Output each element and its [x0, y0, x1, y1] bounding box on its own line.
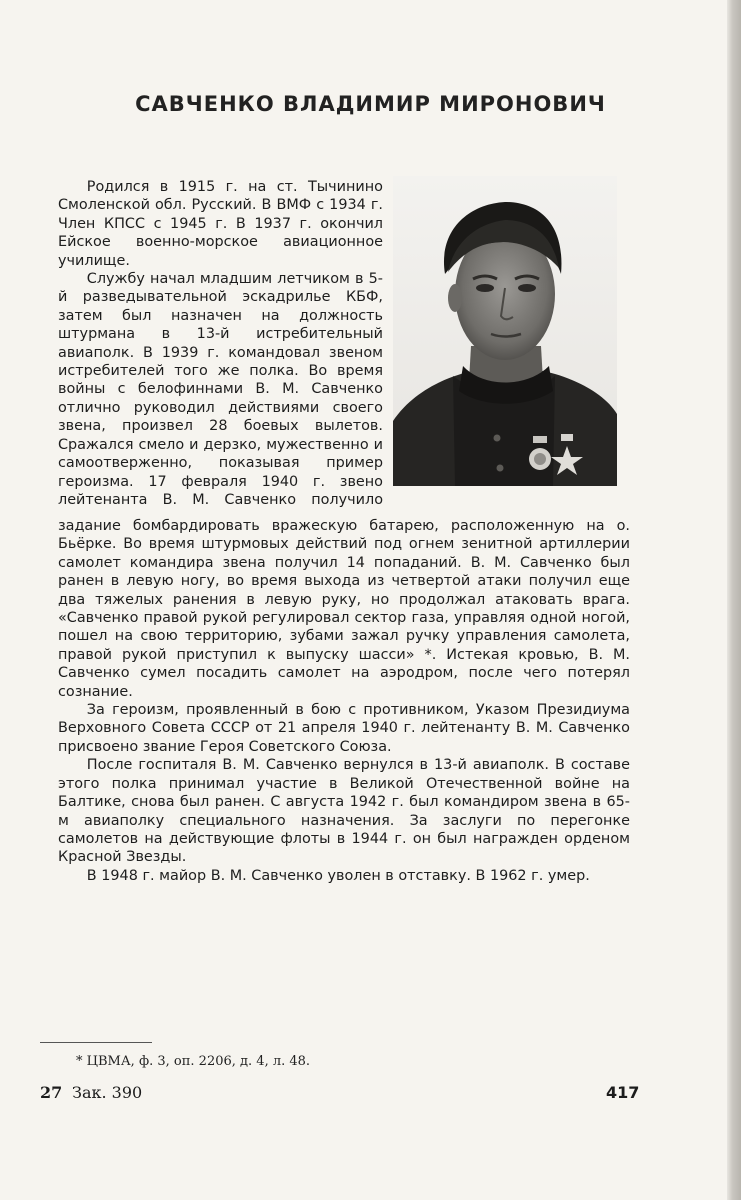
portrait-illustration [393, 176, 617, 486]
paragraph-birth: Родился в 1915 г. на ст. Тычинино Смоленской обл. Русский. В ВМФ с 1934 г. Член КПСС с 1945 г. В 1937 г. окончил Ейское военно-морское авиационное училище. [58, 179, 383, 269]
page-title: САВЧЕНКО ВЛАДИМИР МИРОНОВИЧ [135, 92, 606, 116]
footnote: * ЦВМА, ф. 3, оп. 2206, д. 4, л. 48. [76, 1054, 311, 1069]
biography-wide-column [58, 517, 630, 885]
biography-narrow-column [58, 178, 383, 509]
page-number: 417 [606, 1083, 640, 1102]
paragraph-after-hospital: После госпиталя В. М. Савченко вернулся в 13-й авиаполк. В составе этого полка принимал участие в Великой Отечественной войне на Балтике, снова был ранен. С августа 1942 г. был командиром звена в 65-м авиаполку специального назначения. За заслуги по перегонке самолетов на действующие флоты в 1944 г. он был награжден орденом Красной Звезды. [58, 757, 630, 866]
page-edge-shadow [727, 0, 741, 1200]
paragraph-service-start: Службу начал младшим летчиком в 5-й разведывательной эскадрилье КБФ, затем был назначен на должность штурмана в 13-й истребительный авиаполк. В 1939 г. командовал звеном истребителей того же полка. Во время войны с белофиннами В. М. Савченко отлично руководил действиями своего звена, произвел 28 боевых вылетов. Сражался смело и дерзко, мужественно и самоотверженно, показывая пример героизма. 17 февраля 1940 г. звено лейтенанта В. М. Савченко получило [58, 271, 383, 508]
paragraph-service-continued: задание бомбардировать вражескую батарею, расположенную на о. Бьёрке. Во время штурмовых действий под огнем зенитной артиллерии самолет командира звена получил 14 попаданий. В. М. Савченко был ранен в левую ногу, во время выхода из четвертой атаки получил еще два тяжелых ранения в левую руку, но продолжал атаковать врага. «Савченко правой рукой регулировал сектор газа, управляя одной ногой, пошел на свою территорию, зубами зажал ручку управления самолета, правой рукой приступил к выпуску шасси» *. Истекая кровью, В. М. Савченко сумел посадить самолет на аэродром, после чего потерял сознание. [58, 518, 630, 700]
printer-signature-number: 27 [40, 1083, 63, 1102]
paragraph-retirement: В 1948 г. майор В. М. Савченко уволен в отставку. В 1962 г. умер. [86, 867, 590, 884]
portrait-photo [393, 176, 617, 486]
paragraph-hero-award: За героизм, проявленный в бою с противником, Указом Президиума Верховного Совета СССР от 21 апреля 1940 г. лейтенанту В. М. Савченко присвоено звание Героя Советского Союза. [58, 702, 630, 755]
footnote-divider [40, 1042, 152, 1043]
printer-order-number: Зак. 390 [72, 1083, 143, 1102]
